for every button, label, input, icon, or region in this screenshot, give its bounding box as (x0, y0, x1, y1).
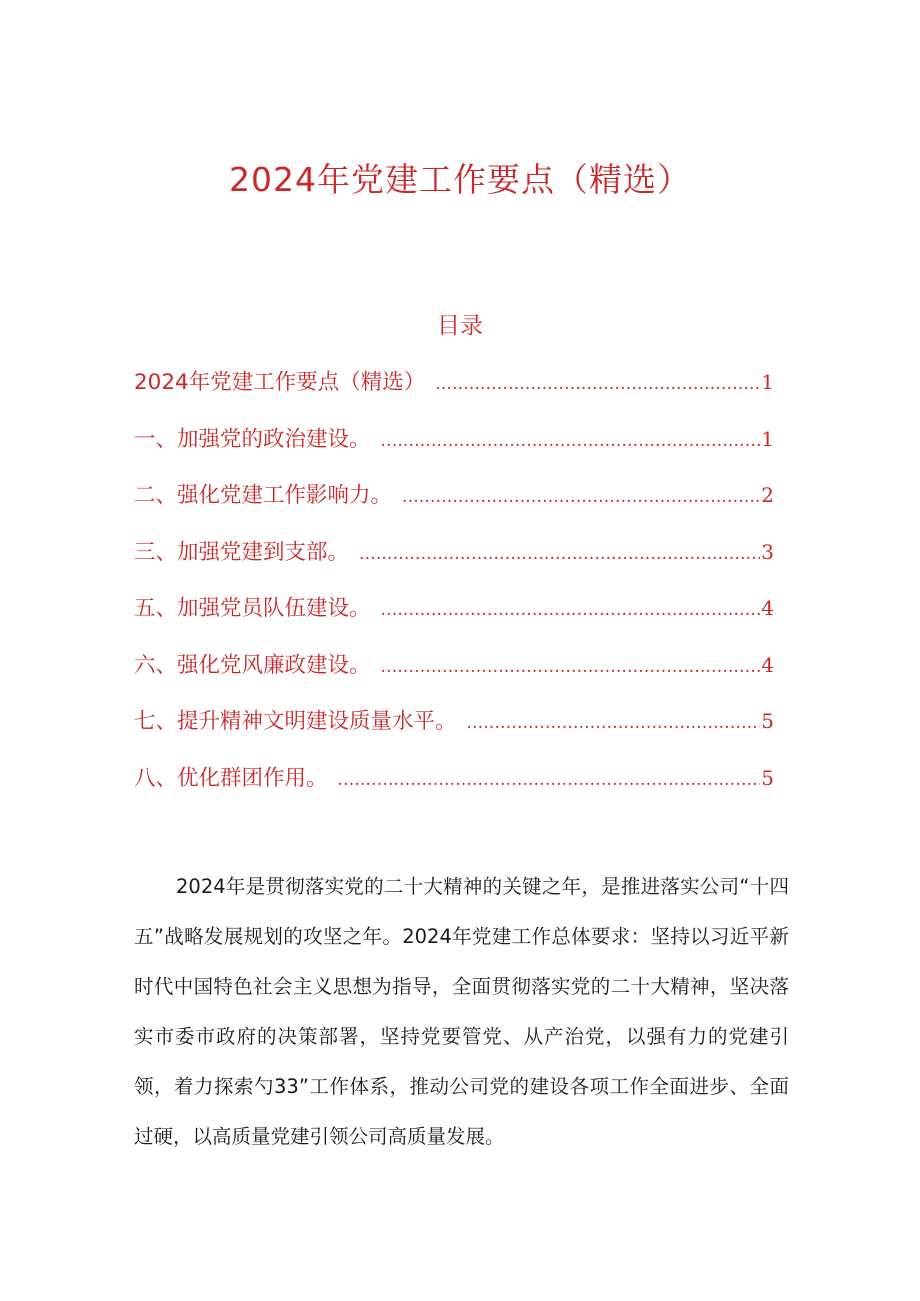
toc-dot-leader (467, 699, 761, 747)
toc-dot-leader (381, 417, 761, 465)
toc-item-page: 5 (761, 765, 774, 790)
body-paragraph: 2024年是贯彻落实党的二十大精神的关键之年，是推进落实公司“十四五”战略发展规划的攻坚之年。2024年党建工作总体要求：坚持以习近平新时代中国特色社会主义思想为指导，全面贯彻落实党的二十大精神，坚决落实市委市政府的决策部署，坚持党要管党、从产治党，以强有力的党建引领，着力探索勺33”工作体系，推动公司党的建设各项工作全面进步、全面过硬，以高质量党建引领公司高质量发展。 (134, 875, 789, 1148)
toc-item-page: 1 (761, 370, 774, 394)
toc-item-page: 1 (761, 426, 774, 451)
toc-item-page: 3 (761, 539, 774, 564)
toc-item-page: 4 (761, 652, 774, 677)
toc-item-mass-groups[interactable] (134, 754, 774, 811)
toc-item-page: 5 (761, 709, 774, 733)
toc-item-branch[interactable] (134, 528, 774, 585)
toc-dot-leader (402, 473, 760, 521)
toc-item-influence[interactable] (134, 471, 774, 528)
toc-item-label: 一、加强党的政治建设。 (134, 426, 371, 452)
toc-item-page: 2 (761, 483, 774, 507)
document-title: 2024年党建工作要点（精选） (229, 160, 691, 199)
toc-item-integrity[interactable] (134, 641, 774, 698)
toc-item-label: 二、强化党建工作影响力。 (134, 483, 393, 508)
toc-item-label: 三、加强党建到支部。 (134, 539, 350, 565)
toc-dot-leader (359, 530, 760, 578)
toc-item-member-team[interactable] (134, 584, 774, 641)
toc-item-political-building[interactable] (134, 415, 774, 472)
toc-item-civilization[interactable] (134, 697, 774, 754)
toc-item-label: 2024年党建工作要点（精选） (134, 370, 426, 395)
toc-dot-leader (338, 756, 761, 804)
toc-item-label: 七、提升精神文明建设质量水平。 (134, 709, 457, 734)
toc-item-title[interactable] (134, 358, 774, 415)
toc-dot-leader (435, 360, 760, 408)
toc-heading: 目录 (437, 313, 483, 339)
toc-item-page: 4 (761, 596, 774, 620)
toc-item-label: 五、加强党员队伍建设。 (134, 596, 371, 621)
toc-item-label: 六、强化党风廉政建设。 (134, 652, 371, 678)
toc-item-label: 八、优化群团作用。 (134, 765, 328, 791)
table-of-contents (134, 358, 774, 810)
toc-dot-leader (381, 586, 761, 634)
toc-dot-leader (381, 643, 761, 691)
